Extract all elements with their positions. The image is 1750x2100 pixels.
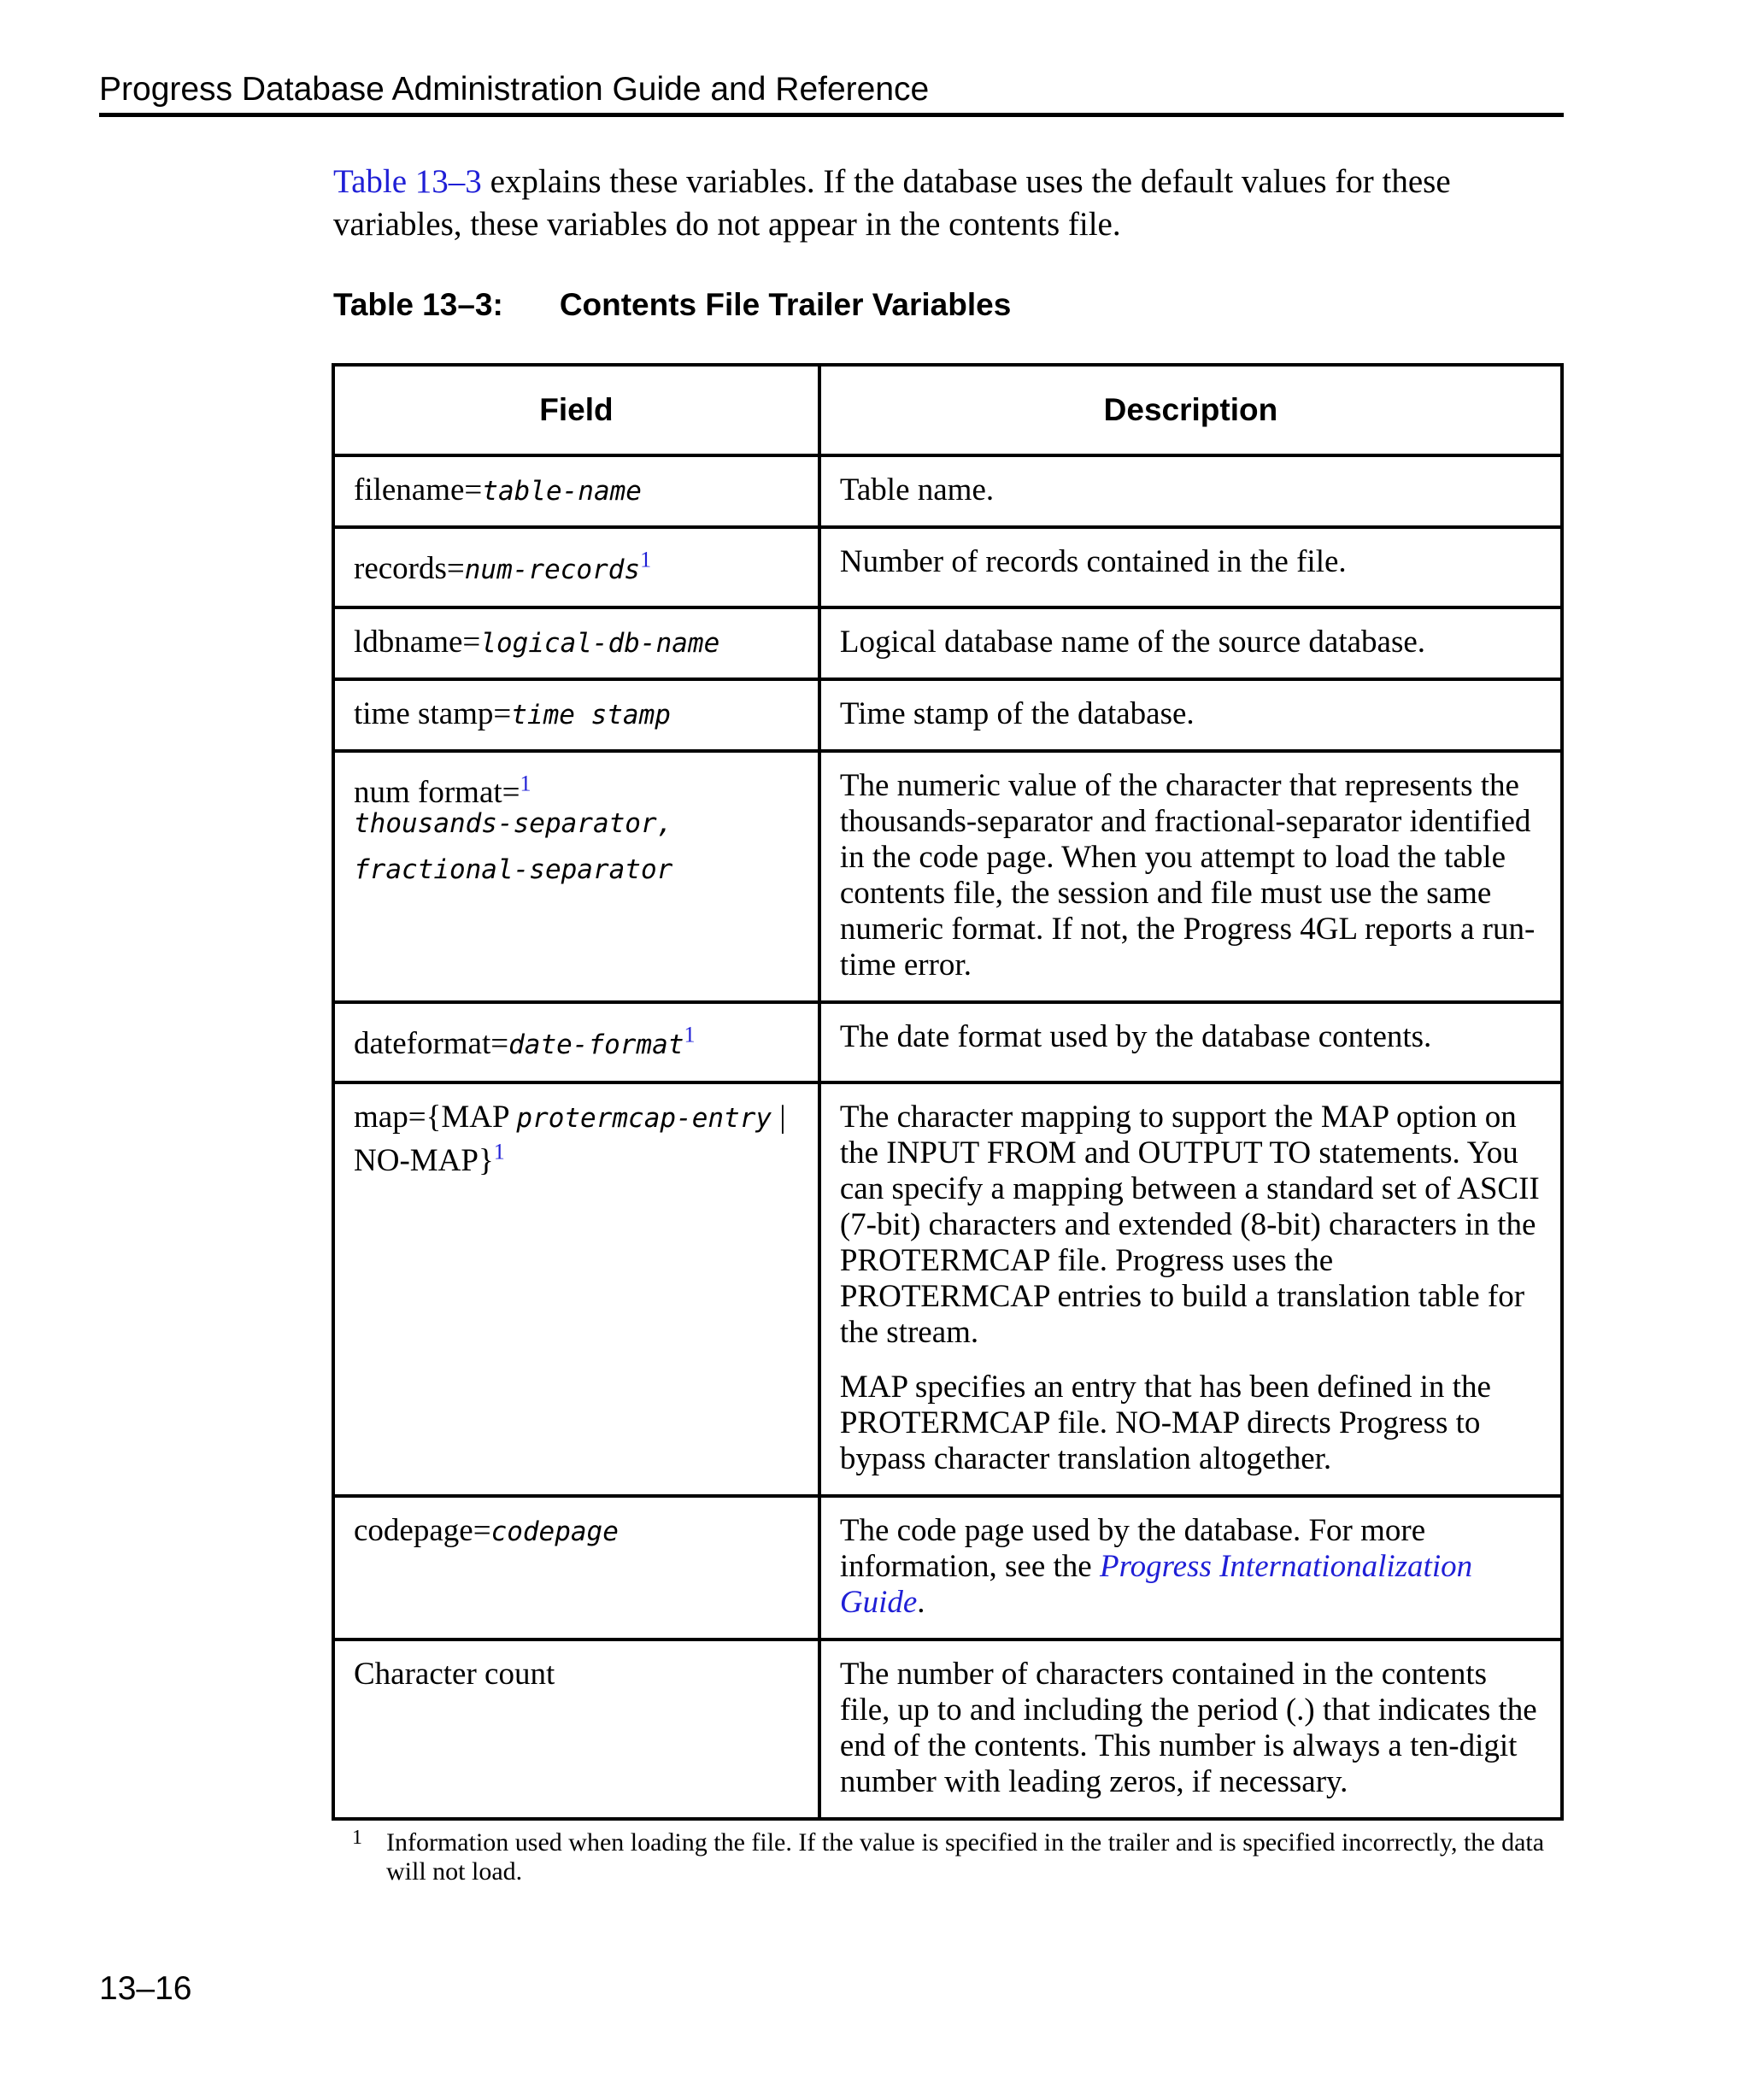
intro-text: explains these variables. If the database uses the default values for these variables, these variables do not appear in the contents file. [333,163,1451,243]
table-row [333,751,1562,1002]
footnote-mark: 1 [352,1827,362,1849]
internationalization-guide-link[interactable]: Progress Internationalization Guide [839,1549,1473,1620]
footnote-reference[interactable]: 1 [640,547,652,572]
description-cell: Table name. [819,455,1562,527]
field-variable: thousands-separator, [354,808,673,839]
field-line [354,771,799,811]
table-row [333,1496,1562,1640]
field-variable: logical-db-name [480,628,720,659]
description-cell: The number of characters contained in the contents file, up to and including the period (.) that indicates the end of the contents. This number is always a ten-digit number with leading zeros, if necessary. [819,1640,1562,1819]
field-cell [333,1082,819,1496]
description-paragraph: The character mapping to support the MAP option on the INPUT FROM and OUTPUT TO statements. You can specify a mapping between a standard set of ASCII (7-bit) characters and extended (8-bit) characters in the PROTERMCAP file. Progress uses the PROTERMCAP entries to build a translation table for the stream. [839,1100,1540,1350]
table-row [333,1002,1562,1082]
field-variable: num-records [464,554,641,585]
field-prefix: ldbname= [354,625,481,660]
field-prefix: dateformat= [354,1026,509,1061]
field-cell [333,455,819,527]
description-cell: The date format used by the database contents. [819,1002,1562,1082]
table-row [333,527,1562,607]
field-variable: protermcap-entry [516,1103,772,1134]
table-row [333,1640,1562,1819]
field-line-2 [354,1139,799,1179]
running-header: Progress Database Administration Guide and Reference [99,67,1564,117]
field-cell [333,1002,819,1082]
field-column-header: Field [333,365,819,455]
field-prefix: num format= [354,775,520,810]
description-cell: The numeric value of the character that represents the thousands-separator and fractional-separator identified in the code page. When you attempt to load the table contents file, the session and file must use the same numeric format. If not, the Progress 4GL reports a run-time error. [819,751,1562,1002]
table-row [333,607,1562,679]
field-text: NO-MAP} [354,1143,494,1178]
table-header-row [333,365,1562,455]
field-prefix: filename= [354,472,483,507]
description-cell [819,1496,1562,1640]
field-suffix: | [772,1100,786,1135]
table-row [333,1082,1562,1496]
description-column-header: Description [819,365,1562,455]
table-reference-link[interactable]: Table 13–3 [333,163,482,200]
field-prefix: time stamp= [354,696,512,731]
description-text: The code page used by the database. For more information, see the [839,1513,1426,1584]
table-caption-number: Table 13–3: [333,287,503,322]
footnote-reference[interactable]: 1 [493,1139,505,1164]
field-cell [333,527,819,607]
table-footnote [352,1828,1565,1886]
table-row [333,455,1562,527]
field-cell [333,607,819,679]
description-paragraph-2: MAP specifies an entry that has been defined in the PROTERMCAP file. NO-MAP directs Progress to bypass character translation altogether. [839,1370,1491,1476]
intro-paragraph [333,161,1564,246]
field-prefix: map={MAP [354,1100,517,1135]
table-caption-title: Contents File Trailer Variables [559,287,1012,322]
description-cell: Number of records contained in the file. [819,527,1562,607]
field-variable: codepage [490,1516,619,1547]
footnote-reference[interactable]: 1 [684,1022,696,1047]
field-prefix: codepage= [354,1513,491,1548]
table-row [333,679,1562,751]
description-cell [819,1082,1562,1496]
footnote-reference[interactable]: 1 [520,771,531,796]
field-prefix: records= [354,551,465,586]
trailer-variables-table [332,363,1564,1821]
table-caption [333,284,1011,326]
field-variable-2: fractional-separator [354,854,673,885]
description-cell: Time stamp of the database. [819,679,1562,751]
field-cell: Character count [333,1640,819,1819]
field-cell [333,751,819,1002]
page-number: 13–16 [99,1970,192,2007]
field-variable: table-name [482,476,642,507]
field-cell [333,1496,819,1640]
field-variable: date-format [508,1029,684,1060]
footnote-text: Information used when loading the file. If the value is specified in the trailer and is specified incorrectly, the data will not load. [386,1828,1545,1886]
field-variable: time stamp [511,700,671,730]
description-end: . [917,1585,925,1620]
field-cell [333,679,819,751]
field-line [354,1100,799,1136]
description-cell: Logical database name of the source database. [819,607,1562,679]
